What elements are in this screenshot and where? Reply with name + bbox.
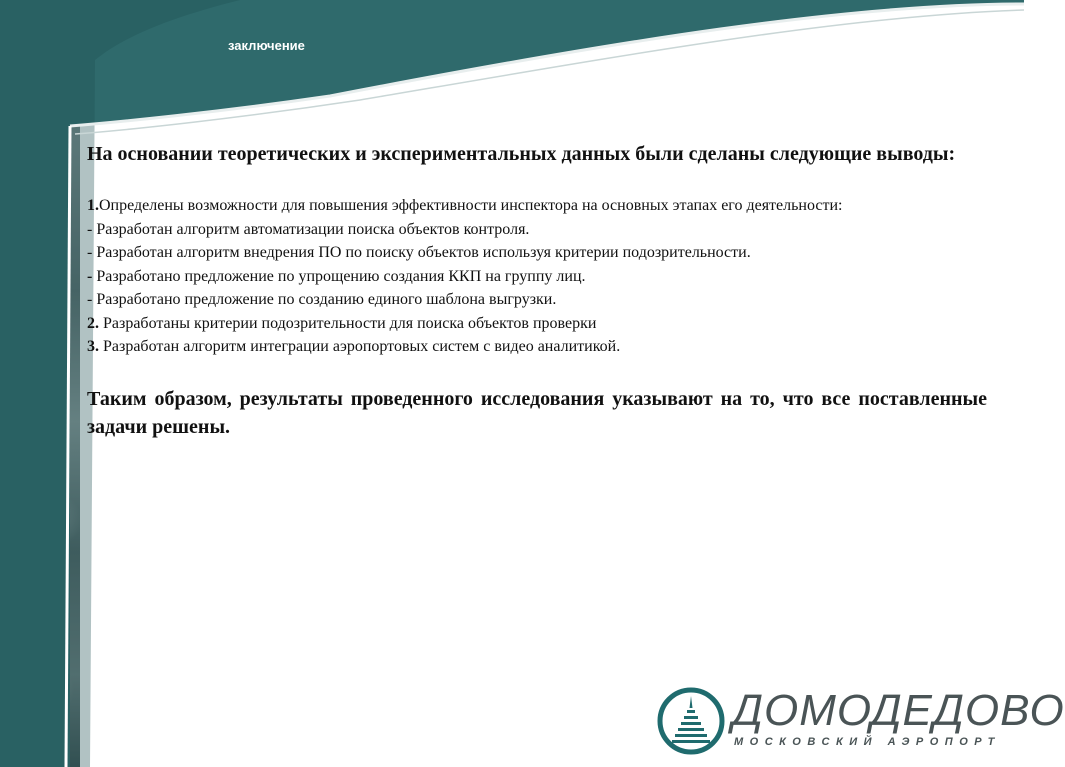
domodedovo-logo [654,684,1065,764]
intro-text: На основании теоретических и экспериментальных данных были сделаны следующие выводы: [87,143,956,165]
logo-name: ДОМОДЕДОВО [732,686,1065,735]
finding-1-text: Определены возможности для повышения эффективности инспектора на основных этапах его деятельности: [99,197,843,214]
finding-1 [87,194,987,218]
slide-content [87,140,987,441]
findings-list [87,194,987,359]
domodedovo-tower-icon [656,686,726,756]
logo-subtitle: МОСКОВСКИЙ АЭРОПОРТ [734,736,1001,748]
finding-1-sub-3 [87,265,987,289]
header-band [0,0,1024,140]
finding-2 [87,312,987,336]
slide-title: заключение [228,38,305,53]
finding-1-sub-4: - Разработано предложение по созданию единого шаблона выгрузки. [87,291,557,308]
finding-1-sub-3-text: Разработано предложение по упрощению создания ККП на группу лиц. [92,267,586,285]
finding-3-number: 3. [87,338,99,355]
finding-2-number: 2. [87,314,99,332]
finding-3 [87,335,987,359]
conclusion-text: Таким образом, результаты проведенного исследования указывают на то, что все поставленные задачи решены. [87,387,987,438]
finding-2-text: Разработаны критерии подозрительности для поиска объектов проверки [99,314,597,332]
finding-1-sub-3-dash: - [87,267,93,285]
finding-3-text: Разработан алгоритм интеграции аэропортовых систем с видео аналитикой. [99,338,621,355]
finding-1-sub-1: - Разработан алгоритм автоматизации поиска объектов контроля. [87,220,530,238]
finding-1-number: 1. [87,197,99,214]
finding-1-sub-2: - Разработан алгоритм внедрения ПО по поиску объектов используя критерии подозрительности. [87,244,751,261]
